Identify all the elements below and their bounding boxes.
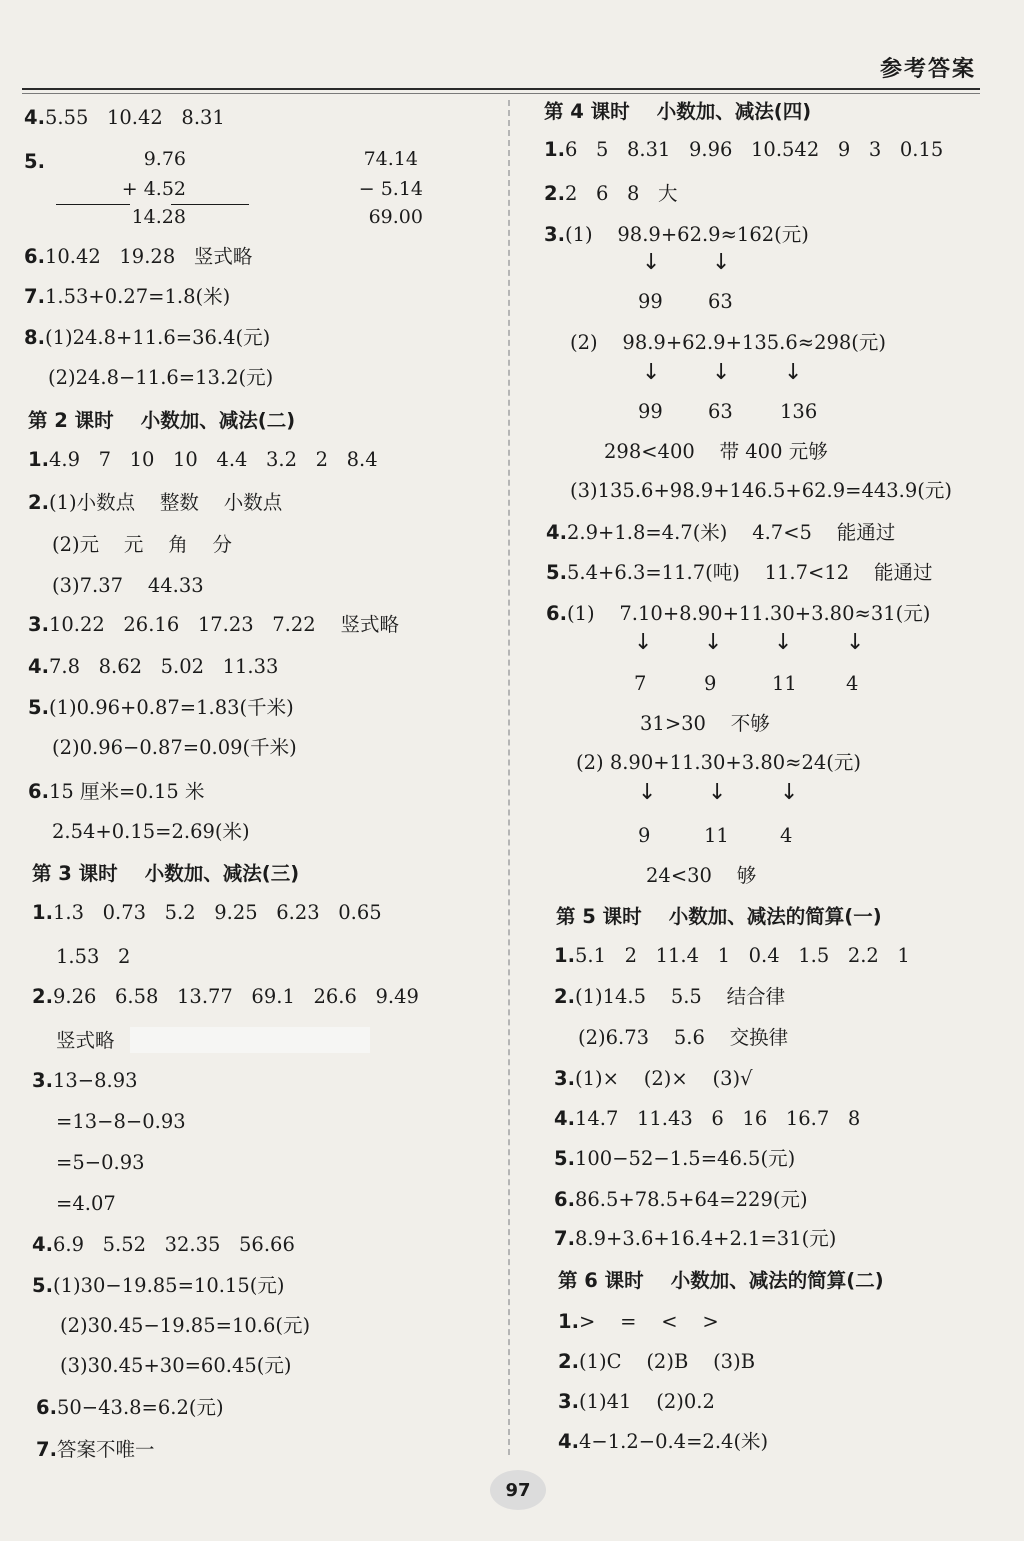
l2-answer-1: 1.4.9 7 10 10 4.4 3.2 2 8.4 <box>28 448 378 471</box>
l4-answer-4: 4.2.9+1.8=4.7(米) 4.7<5 能通过 <box>546 521 896 544</box>
l2-answer-2: 2.(1)小数点 整数 小数点 <box>28 491 283 514</box>
l3-answer-3: 3.13−8.93 <box>32 1069 138 1092</box>
down-arrow-icon: ↓ <box>846 630 865 655</box>
down-arrow-icon: ↓ <box>638 780 657 805</box>
down-arrow-icon: ↓ <box>784 360 803 385</box>
l2-answer-6b: 2.54+0.15=2.69(米) <box>52 820 250 843</box>
rounded-number: 4 <box>846 672 859 695</box>
lesson-5-heading: 第 5 课时 小数加、减法的简算(一) <box>556 905 882 928</box>
l4-answer-5: 5.5.4+6.3=11.7(吨) 11.7<12 能通过 <box>546 561 933 584</box>
down-arrow-icon: ↓ <box>642 360 661 385</box>
l3-answer-5: 5.(1)30−19.85=10.15(元) <box>32 1274 285 1297</box>
l4-answer-6b-result: 24<30 够 <box>646 864 757 887</box>
l3-answer-5b: (2)30.45−19.85=10.6(元) <box>60 1314 311 1337</box>
down-arrow-icon: ↓ <box>704 630 723 655</box>
l3-answer-3b: =13−8−0.93 <box>56 1110 186 1133</box>
l5-answer-1: 1.5.1 2 11.4 1 0.4 1.5 2.2 1 <box>554 944 910 967</box>
l6-answer-3: 3.(1)41 (2)0.2 <box>558 1390 715 1413</box>
l2-answer-5b: (2)0.96−0.87=0.09(千米) <box>52 736 297 759</box>
lesson-6-heading: 第 6 课时 小数加、减法的简算(二) <box>558 1269 884 1292</box>
page-header-title: 参考答案 <box>879 57 976 82</box>
l3-answer-3d: =4.07 <box>56 1192 116 1215</box>
down-arrow-icon: ↓ <box>634 630 653 655</box>
header-rule-thin <box>22 93 980 94</box>
l4-answer-6b: (2) 8.90+11.30+3.80≈24(元) <box>576 751 862 774</box>
calc2-result: 69.00 <box>368 206 423 228</box>
l5-answer-6: 6.86.5+78.5+64=229(元) <box>554 1188 808 1211</box>
l3-answer-3c: =5−0.93 <box>56 1151 145 1174</box>
l6-answer-2: 2.(1)C (2)B (3)B <box>558 1350 756 1373</box>
l5-answer-3: 3.(1)× (2)× (3)√ <box>554 1067 753 1090</box>
l5-answer-7: 7.8.9+3.6+16.4+2.1=31(元) <box>554 1227 837 1250</box>
l5-answer-2: 2.(1)14.5 5.5 结合律 <box>554 985 786 1008</box>
rounded-number: 9 <box>638 824 651 847</box>
l4-answer-3b: (2) 98.9+62.9+135.6≈298(元) <box>570 331 887 354</box>
calc2-top: 74.14 <box>363 148 418 170</box>
down-arrow-icon: ↓ <box>642 250 661 275</box>
whiteout-patch <box>130 1027 370 1053</box>
l6-answer-4: 4.4−1.2−0.4=2.4(米) <box>558 1430 769 1453</box>
l4-answer-2: 2.2 6 8 大 <box>544 182 678 205</box>
calc1-bar <box>56 204 130 205</box>
header-rule <box>22 88 980 90</box>
l4-answer-6a-result: 31>30 不够 <box>640 712 770 735</box>
l4-answer-3c: (3)135.6+98.9+146.5+62.9=443.9(元) <box>570 479 953 502</box>
answer-4: 4.5.55 10.42 8.31 <box>24 106 225 129</box>
calc1-result: 14.28 <box>131 206 186 228</box>
l5-answer-5: 5.100−52−1.5=46.5(元) <box>554 1147 796 1170</box>
down-arrow-icon: ↓ <box>708 780 727 805</box>
calc1-top: 9.76 <box>143 148 186 170</box>
l3-answer-4: 4.6.9 5.52 32.35 56.66 <box>32 1233 295 1256</box>
l2-answer-5: 5.(1)0.96+0.87=1.83(千米) <box>28 696 294 719</box>
l3-answer-2: 2.9.26 6.58 13.77 69.1 26.6 9.49 <box>32 985 419 1008</box>
rounded-number: 63 <box>708 400 733 423</box>
rounded-number: 99 <box>638 290 663 313</box>
l2-answer-3: 3.10.22 26.16 17.23 7.22 竖式略 <box>28 613 399 636</box>
lesson-2-heading: 第 2 课时 小数加、减法(二) <box>28 409 296 432</box>
l3-answer-1: 1.1.3 0.73 5.2 9.25 6.23 0.65 <box>32 901 382 924</box>
lesson-3-heading: 第 3 课时 小数加、减法(三) <box>32 862 300 885</box>
l4-answer-3b-result: 298<400 带 400 元够 <box>604 440 828 463</box>
l2-answer-4: 4.7.8 8.62 5.02 11.33 <box>28 655 279 678</box>
l5-answer-2b: (2)6.73 5.6 交换律 <box>578 1026 789 1049</box>
rounded-number: 63 <box>708 290 733 313</box>
l3-answer-5c: (3)30.45+30=60.45(元) <box>60 1354 292 1377</box>
rounded-number: 9 <box>704 672 717 695</box>
l2-answer-6: 6.15 厘米=0.15 米 <box>28 780 205 803</box>
l4-answer-1: 1.6 5 8.31 9.96 10.542 9 3 0.15 <box>544 138 944 161</box>
column-divider <box>508 100 510 1455</box>
answer-5-number: 5. <box>24 150 45 173</box>
rounded-number: 11 <box>704 824 729 847</box>
down-arrow-icon: ↓ <box>774 630 793 655</box>
lesson-4-heading: 第 4 课时 小数加、减法(四) <box>544 100 812 123</box>
l4-answer-6: 6.(1) 7.10+8.90+11.30+3.80≈31(元) <box>546 602 931 625</box>
rounded-number: 11 <box>772 672 797 695</box>
l3-answer-2b: 竖式略 <box>56 1029 115 1052</box>
down-arrow-icon: ↓ <box>712 250 731 275</box>
l3-answer-1b: 1.53 2 <box>56 945 131 968</box>
answer-7: 7.1.53+0.27=1.8(米) <box>24 285 231 308</box>
l6-answer-1: 1.> = < > <box>558 1310 719 1333</box>
rounded-number: 4 <box>780 824 793 847</box>
l3-answer-6: 6.50−43.8=6.2(元) <box>36 1396 224 1419</box>
down-arrow-icon: ↓ <box>712 360 731 385</box>
calc2-operand: − 5.14 <box>358 178 423 200</box>
calc2-bar <box>171 204 249 205</box>
rounded-number: 7 <box>634 672 647 695</box>
l4-answer-3: 3.(1) 98.9+62.9≈162(元) <box>544 223 809 246</box>
l2-answer-2c: (3)7.37 44.33 <box>52 574 204 597</box>
rounded-number: 99 <box>638 400 663 423</box>
answer-8b: (2)24.8−11.6=13.2(元) <box>48 366 274 389</box>
down-arrow-icon: ↓ <box>780 780 799 805</box>
l2-answer-2b: (2)元 元 角 分 <box>52 533 233 556</box>
answer-8: 8.(1)24.8+11.6=36.4(元) <box>24 326 271 349</box>
answer-6: 6.10.42 19.28 竖式略 <box>24 245 253 268</box>
l5-answer-4: 4.14.7 11.43 6 16 16.7 8 <box>554 1107 861 1130</box>
rounded-number: 136 <box>780 400 818 423</box>
calc1-operand: + 4.52 <box>121 178 186 200</box>
page-number: 97 <box>490 1470 546 1510</box>
l3-answer-7: 7.答案不唯一 <box>36 1438 155 1461</box>
